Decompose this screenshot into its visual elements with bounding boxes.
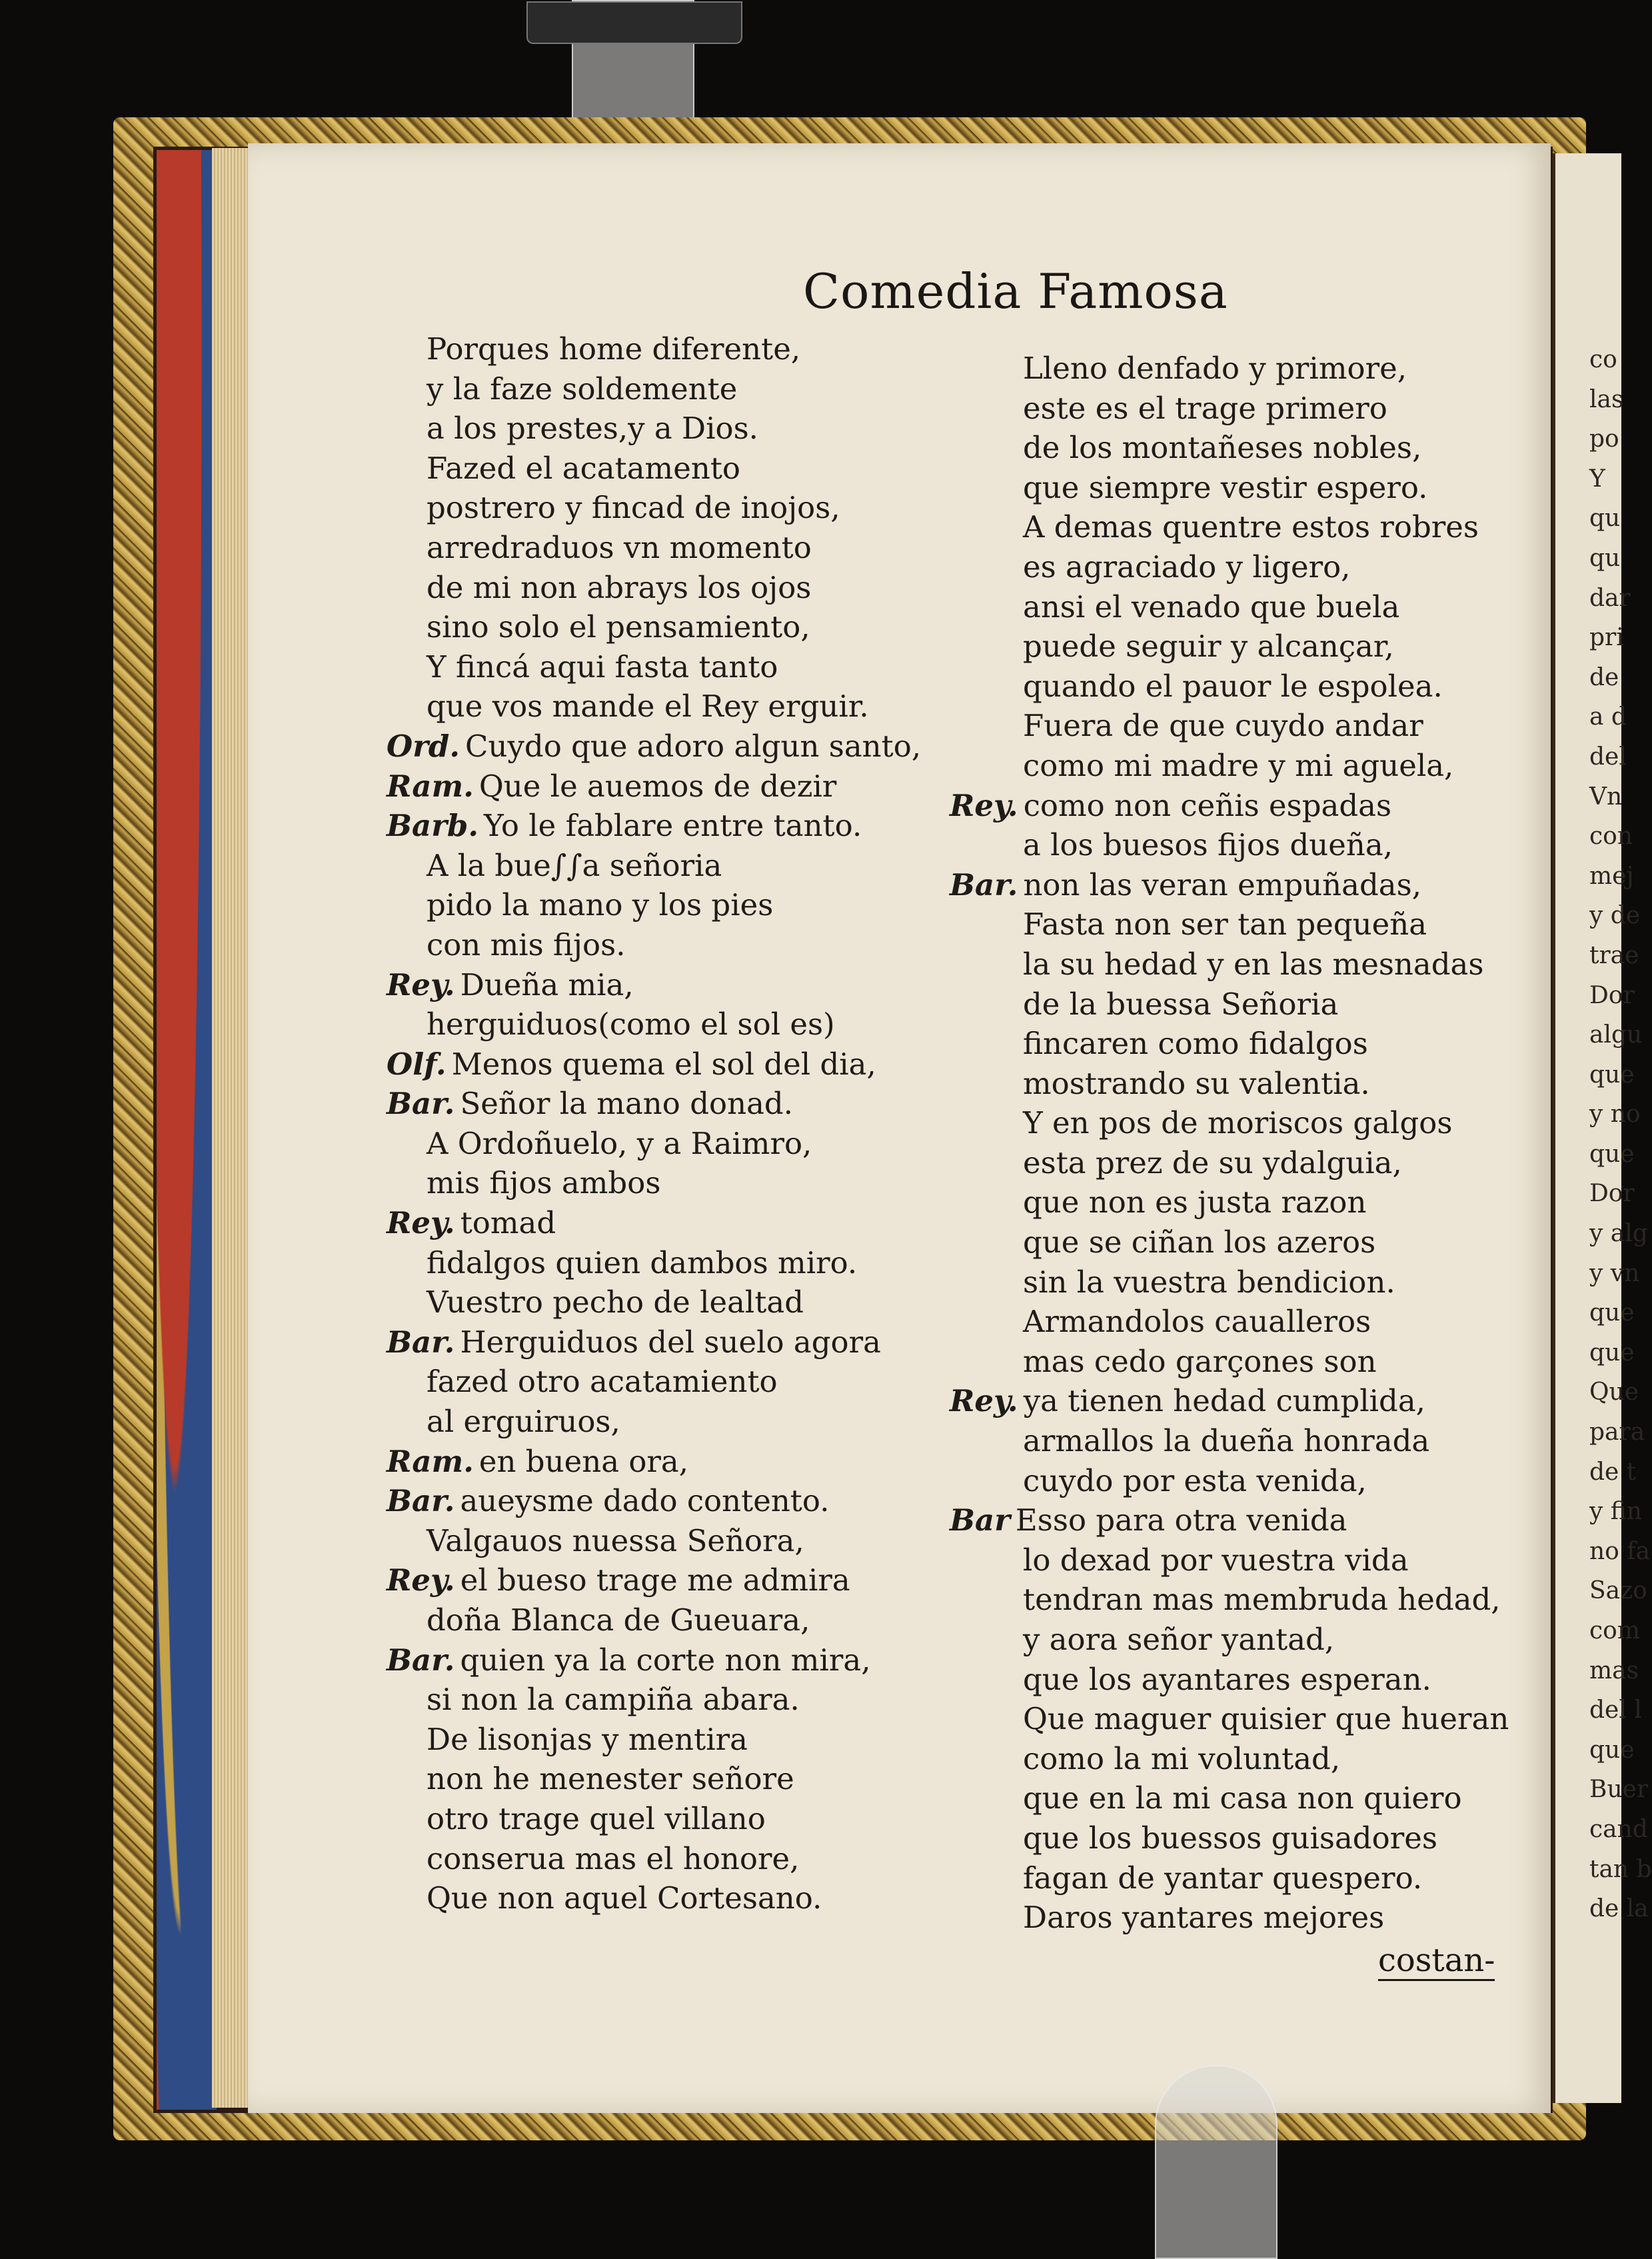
- verse-line: [387, 1680, 921, 1720]
- speaker-label: Rey.: [387, 1205, 455, 1241]
- verse-line: [950, 1739, 1509, 1779]
- verse-text: Lleno denfado y primore,: [1023, 351, 1407, 386]
- facing-page-fragment: trae: [1589, 941, 1639, 969]
- speaker-label: Bar.: [950, 867, 1018, 903]
- verse-text: y la faze soldemente: [426, 371, 738, 407]
- facing-page-fragment: que: [1589, 1140, 1635, 1168]
- verse-text: Porques home diferente,: [426, 331, 801, 367]
- facing-page-fragment: y fin: [1589, 1498, 1642, 1526]
- right-verse-column: [950, 349, 1509, 1938]
- speaker-label: Bar.: [387, 1642, 455, 1678]
- verse-text: Que le auemos de dezir: [478, 768, 837, 804]
- running-head: Comedia Famosa: [803, 263, 1228, 319]
- speaker-label: Bar.: [387, 1324, 455, 1360]
- verse-line: [387, 1045, 921, 1085]
- verse-text: Y fincá aqui fasta tanto: [426, 649, 778, 685]
- facing-page-fragment: Que: [1589, 1378, 1639, 1406]
- facing-page-fragment: del l: [1589, 1696, 1642, 1724]
- verse-line: [950, 1540, 1509, 1580]
- verse-line: [387, 1282, 921, 1322]
- verse-text: que los ayantares esperan.: [1023, 1661, 1431, 1697]
- verse-text: como non ceñis espadas: [1023, 787, 1392, 823]
- verse-text: Dueña mia,: [460, 967, 634, 1003]
- facing-page-fragment: cand: [1589, 1815, 1648, 1843]
- verse-line: [387, 1878, 921, 1918]
- facing-page-fragment: mej: [1589, 862, 1634, 890]
- facing-page-fragment: algu: [1589, 1021, 1643, 1049]
- verse-text: Y en pos de moriscos galgos: [1023, 1105, 1453, 1141]
- facing-page-fragment: del: [1589, 743, 1627, 771]
- page-edges: [212, 148, 252, 2108]
- verse-text: la su hedad y en las mesnadas: [1023, 946, 1484, 982]
- speaker-label: Rey.: [950, 787, 1018, 823]
- verse-line: [387, 767, 921, 807]
- verse-text: Herguiduos del suelo agora: [460, 1324, 881, 1360]
- verse-text: en buena ora,: [478, 1443, 689, 1479]
- facing-page-fragment: con: [1589, 823, 1633, 851]
- verse-text: si non la campiña abara.: [426, 1682, 800, 1718]
- verse-text: cuydo por esta venida,: [1023, 1462, 1367, 1498]
- verse-line: [387, 1005, 921, 1045]
- verse-text: a los prestes,y a Dios.: [426, 411, 758, 447]
- verse-line: [950, 1421, 1509, 1461]
- verse-line: [950, 1461, 1509, 1501]
- left-verse-column: [387, 329, 921, 1918]
- verse-line: [387, 925, 921, 965]
- verse-text: tomad: [460, 1205, 556, 1241]
- verse-line: [950, 667, 1509, 707]
- verse-text: herguiduos(como el sol es): [426, 1007, 835, 1043]
- facing-page-fragment: Dor: [1589, 1180, 1635, 1208]
- speaker-label: Olf.: [387, 1046, 446, 1082]
- verse-text: Esso para otra venida: [1015, 1502, 1347, 1538]
- verse-line: [387, 1759, 921, 1799]
- facing-page-fragment: co: [1589, 346, 1617, 373]
- verse-line: [950, 706, 1509, 746]
- facing-page-fragment: a d: [1589, 703, 1627, 731]
- facing-page-fragment: las: [1589, 385, 1624, 413]
- verse-line: [387, 329, 921, 369]
- verse-line: [387, 1442, 921, 1482]
- verse-text: conserua mas el honore,: [426, 1840, 800, 1876]
- verse-text: mis fijos ambos: [426, 1165, 661, 1201]
- verse-text: arredraduos vn momento: [426, 529, 812, 565]
- verse-line: [950, 1898, 1509, 1938]
- verse-line: [387, 449, 921, 489]
- facing-page-fragment: Buer: [1589, 1776, 1649, 1804]
- verse-line: [387, 1203, 921, 1243]
- verse-text: mas cedo garçones son: [1023, 1343, 1377, 1379]
- speaker-label: Bar.: [387, 1086, 455, 1122]
- verse-line: [950, 905, 1509, 945]
- verse-text: de mi non abrays los ojos: [426, 569, 812, 605]
- speaker-label: Rey.: [387, 1562, 455, 1598]
- verse-text: de los montañeses nobles,: [1023, 430, 1422, 466]
- facing-page-fragment: tan b: [1589, 1855, 1652, 1883]
- speaker-label: Bar: [950, 1502, 1010, 1538]
- verse-text: de la buessa Señoria: [1023, 986, 1339, 1022]
- verse-text: doña Blanca de Gueuara,: [426, 1602, 810, 1638]
- facing-page-fragment: pri: [1589, 624, 1624, 652]
- verse-line: [387, 1640, 921, 1680]
- verse-line: [387, 1362, 921, 1402]
- verse-line: [387, 846, 921, 886]
- verse-line: [387, 1163, 921, 1203]
- verse-line: [950, 627, 1509, 667]
- verse-text: armallos la dueña honrada: [1023, 1423, 1430, 1459]
- verse-line: [950, 1500, 1509, 1540]
- verse-line: [950, 746, 1509, 786]
- facing-page-fragment: qu: [1589, 544, 1621, 572]
- verse-text: postrero y fincad de inojos,: [426, 490, 840, 526]
- verse-text: non las veran empuñadas,: [1023, 867, 1422, 903]
- verse-text: non he menester señore: [426, 1761, 794, 1797]
- verse-text: sin la vuestra bendicion.: [1023, 1264, 1395, 1300]
- facing-page-fragment: qu: [1589, 505, 1621, 533]
- verse-line: [950, 1580, 1509, 1620]
- verse-line: [950, 1342, 1509, 1382]
- verse-line: [950, 1858, 1509, 1898]
- verse-line: [387, 568, 921, 608]
- verse-text: sino solo el pensamiento,: [426, 609, 810, 645]
- verse-line: [387, 1839, 921, 1879]
- verse-text: tendran mas membruda hedad,: [1023, 1582, 1501, 1618]
- speaker-label: Rey.: [387, 967, 455, 1003]
- verse-line: [950, 1024, 1509, 1064]
- verse-line: [387, 1124, 921, 1164]
- verse-text: Fasta non ser tan pequeña: [1023, 907, 1427, 943]
- verse-line: [950, 825, 1509, 865]
- verse-line: [387, 1600, 921, 1640]
- facing-page-fragment: po: [1589, 425, 1619, 453]
- verse-text: es agraciado y ligero,: [1023, 549, 1351, 585]
- verse-text: quien ya la corte non mira,: [460, 1642, 871, 1678]
- facing-page-fragment: Vn: [1589, 783, 1623, 811]
- verse-line: [387, 528, 921, 568]
- verse-line: [950, 985, 1509, 1025]
- verse-line: [387, 1322, 921, 1362]
- verse-text: Menos quema el sol del dia,: [451, 1046, 876, 1082]
- verse-text: fagan de yantar quespero.: [1023, 1860, 1423, 1896]
- verse-text: esta prez de su ydalguia,: [1023, 1144, 1402, 1180]
- verse-text: como mi madre y mi aguela,: [1023, 747, 1454, 783]
- verse-text: mostrando su valentia.: [1023, 1065, 1370, 1101]
- facing-page-fragment: de t: [1589, 1458, 1637, 1486]
- facing-page-text-fragments: [1589, 340, 1652, 1929]
- facing-page-fragment: Dor: [1589, 981, 1635, 1009]
- verse-text: ya tienen hedad cumplida,: [1023, 1383, 1425, 1419]
- verse-line: [950, 1699, 1509, 1739]
- verse-text: aueysme dado contento.: [460, 1483, 830, 1519]
- facing-page-fragment: com: [1589, 1617, 1640, 1644]
- verse-text: a los buesos fijos dueña,: [1023, 827, 1393, 863]
- verse-line: [950, 1660, 1509, 1700]
- verse-text: con mis fijos.: [426, 927, 626, 963]
- verse-text: que se ciñan los azeros: [1023, 1224, 1376, 1260]
- verse-text: Fuera de que cuydo andar: [1023, 708, 1423, 744]
- verse-line: [950, 428, 1509, 468]
- speaker-label: Ram.: [387, 768, 474, 804]
- verse-line: [387, 409, 921, 449]
- verse-line: [387, 1720, 921, 1760]
- speaker-label: Bar.: [387, 1483, 455, 1519]
- verse-line: [387, 647, 921, 687]
- verse-text: Yo le fablare entre tanto.: [484, 808, 862, 844]
- verse-line: [387, 1084, 921, 1124]
- speaker-label: Barb.: [387, 808, 479, 844]
- verse-text: Señor la mano donad.: [460, 1086, 794, 1122]
- verse-text: fazed otro acatamiento: [426, 1364, 778, 1400]
- verse-line: [387, 965, 921, 1005]
- verse-line: [950, 1143, 1509, 1183]
- verse-text: quando el pauor le espolea.: [1023, 668, 1443, 704]
- verse-text: De lisonjas y mentira: [426, 1721, 748, 1757]
- verse-line: [387, 885, 921, 925]
- verse-line: [387, 687, 921, 727]
- verse-text: que non es justa razon: [1023, 1184, 1367, 1220]
- facing-page-fragment: Y: [1589, 465, 1605, 493]
- verse-text: fidalgos quien dambos miro.: [426, 1244, 858, 1280]
- verse-text: que los buessos guisadores: [1023, 1820, 1437, 1856]
- bottom-page-clip: [1155, 2065, 1277, 2259]
- marbled-endpaper: [157, 150, 217, 2110]
- verse-text: lo dexad por vuestra vida: [1023, 1542, 1409, 1578]
- verse-line: [950, 468, 1509, 508]
- facing-page-fragment: para: [1589, 1418, 1645, 1446]
- verse-line: [387, 806, 921, 846]
- top-clip-bar: [526, 1, 742, 44]
- catchword: costan-: [1378, 1942, 1495, 1981]
- facing-page-fragment: de: [1589, 663, 1619, 691]
- verse-line: [950, 1182, 1509, 1222]
- speaker-label: Ram.: [387, 1443, 474, 1479]
- verse-text: otro trage quel villano: [426, 1800, 766, 1836]
- verse-line: [950, 1064, 1509, 1104]
- verse-text: que en la mi casa non quiero: [1023, 1780, 1462, 1816]
- verse-text: Daros yantares mejores: [1023, 1900, 1385, 1936]
- verse-text: Armandolos caualleros: [1023, 1304, 1371, 1340]
- verse-text: A demas quentre estos robres: [1023, 509, 1479, 545]
- facing-page-fragment: que: [1589, 1736, 1635, 1764]
- verse-text: pido la mano y los pies: [426, 887, 774, 923]
- verse-line: [387, 727, 921, 767]
- facing-page-fragment: y no: [1589, 1101, 1641, 1129]
- verse-line: [387, 369, 921, 409]
- verse-line: [387, 1799, 921, 1839]
- verse-text: este es el trage primero: [1023, 390, 1387, 426]
- facing-page-fragment: que: [1589, 1338, 1635, 1366]
- facing-page-fragment: dar: [1589, 584, 1631, 612]
- verse-line: [387, 1521, 921, 1561]
- verse-line: [950, 507, 1509, 547]
- facing-page-fragment: que: [1589, 1061, 1635, 1089]
- verse-line: [950, 1103, 1509, 1143]
- facing-page-fragment: de la: [1589, 1895, 1649, 1923]
- verse-text: Que non aquel Cortesano.: [426, 1880, 822, 1916]
- facing-page-fragment: que: [1589, 1299, 1635, 1327]
- facing-page-fragment: y alg: [1589, 1220, 1648, 1248]
- verse-text: al erguiruos,: [426, 1404, 620, 1440]
- facing-page-fragment: mas: [1589, 1656, 1639, 1684]
- verse-line: [950, 1778, 1509, 1818]
- verse-text: Que maguer quisier que hueran: [1023, 1701, 1509, 1737]
- verse-line: [387, 488, 921, 528]
- verse-line: [387, 1402, 921, 1442]
- verse-line: [950, 1302, 1509, 1342]
- speaker-label: Ord.: [387, 728, 460, 764]
- facing-page-fragment: y vn: [1589, 1259, 1640, 1287]
- verse-text: A Ordoñuelo, y a Raimro,: [426, 1125, 812, 1161]
- facing-page-fragment: no fa: [1589, 1537, 1651, 1565]
- verse-text: Valgauos nuessa Señora,: [426, 1522, 804, 1558]
- verse-line: [950, 349, 1509, 389]
- verse-line: [387, 607, 921, 647]
- verse-line: [950, 786, 1509, 826]
- verse-line: [387, 1481, 921, 1521]
- verse-line: [950, 1620, 1509, 1660]
- facing-page-fragment: Sazo: [1589, 1577, 1647, 1605]
- verse-line: [950, 389, 1509, 429]
- verse-text: el bueso trage me admira: [460, 1562, 850, 1598]
- verse-line: [950, 1262, 1509, 1302]
- verse-text: Vuestro pecho de lealtad: [426, 1284, 804, 1320]
- speaker-label: Rey.: [950, 1383, 1018, 1419]
- facing-page-fragment: y de: [1589, 902, 1641, 930]
- verse-text: puede seguir y alcançar,: [1023, 629, 1394, 665]
- verse-line: [950, 945, 1509, 985]
- verse-line: [950, 547, 1509, 587]
- verse-line: [950, 1818, 1509, 1858]
- verse-line: [950, 865, 1509, 905]
- verse-text: que vos mande el Rey erguir.: [426, 689, 869, 725]
- verse-text: y aora señor yantad,: [1023, 1622, 1335, 1657]
- verse-text: como la mi voluntad,: [1023, 1740, 1341, 1776]
- verse-text: A la bue∫∫a señoria: [426, 847, 722, 883]
- verse-line: [387, 1560, 921, 1600]
- verse-text: Cuydo que adoro algun santo,: [465, 728, 922, 764]
- verse-line: [387, 1243, 921, 1283]
- verse-text: fincaren como fidalgos: [1023, 1026, 1368, 1062]
- verse-text: ansi el venado que buela: [1023, 589, 1400, 625]
- verse-line: [950, 1222, 1509, 1262]
- verse-line: [950, 587, 1509, 627]
- verse-text: Fazed el acatamento: [426, 450, 741, 486]
- verse-line: [950, 1381, 1509, 1421]
- verse-text: que siempre vestir espero.: [1023, 469, 1428, 505]
